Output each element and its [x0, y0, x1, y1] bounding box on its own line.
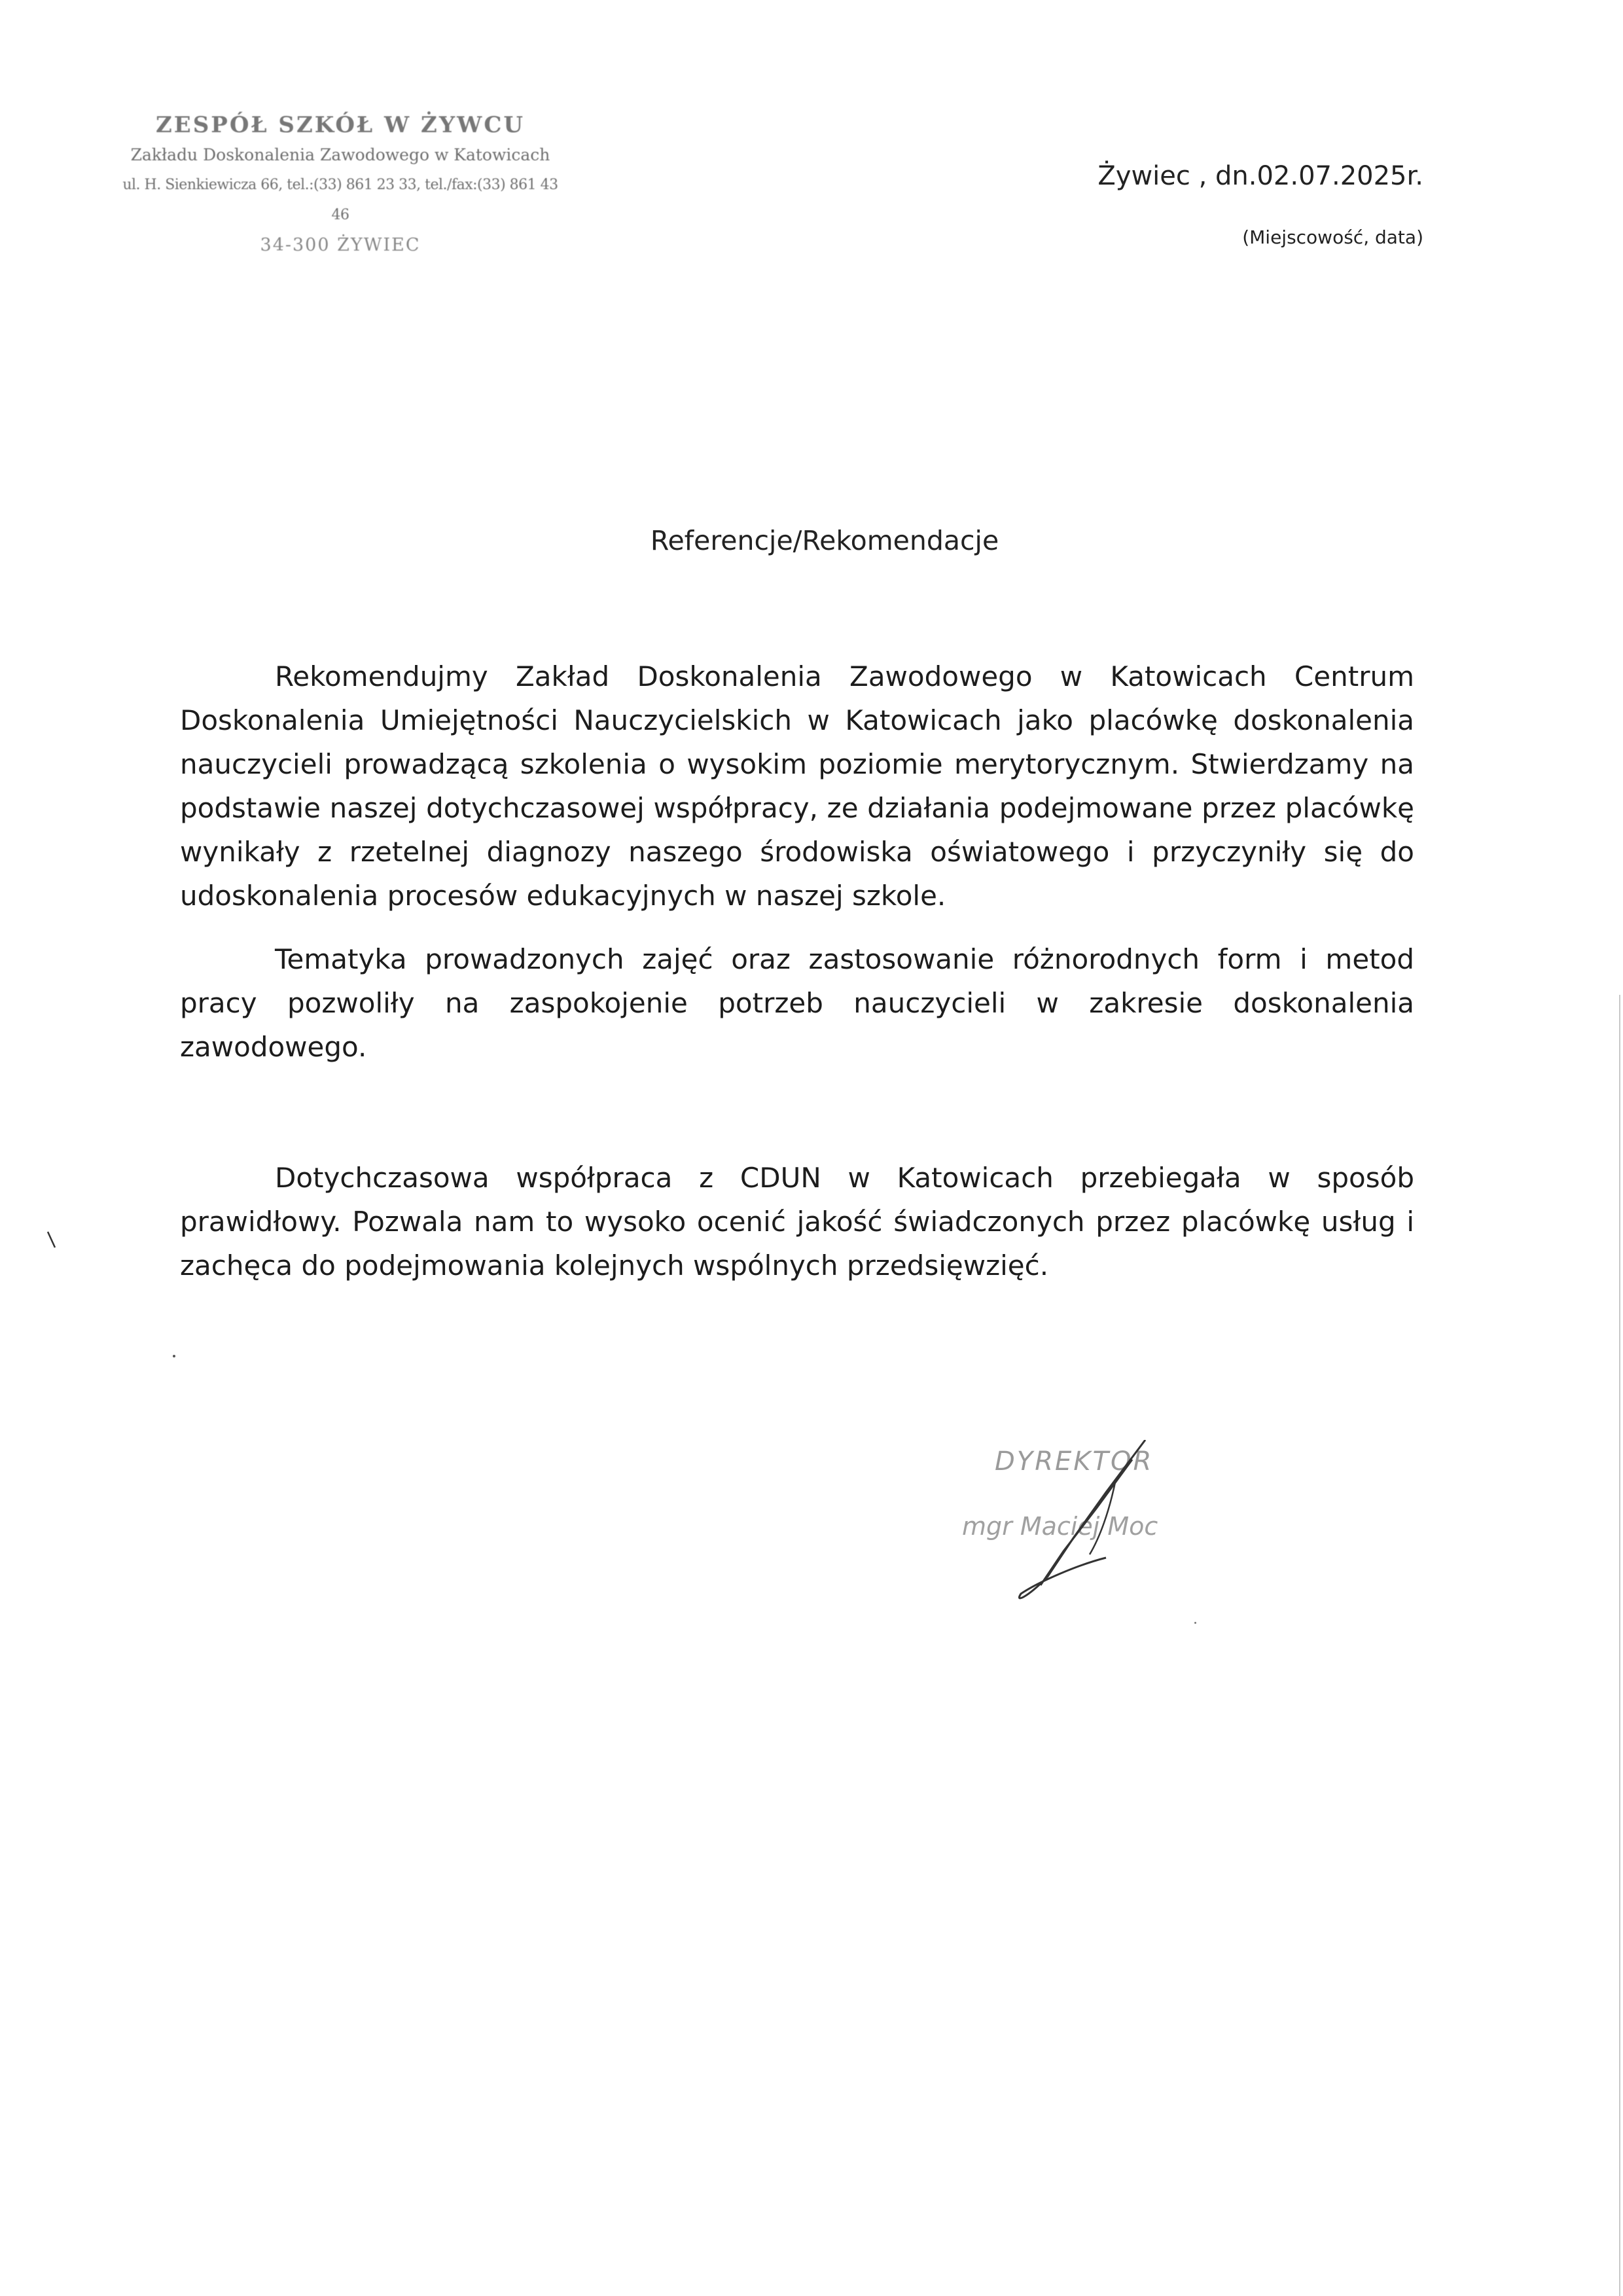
- stamp-school-name: ZESPÓŁ SZKÓŁ W ŻYWCU: [155, 112, 526, 138]
- scan-edge-line: [1619, 995, 1620, 2296]
- place-date: Żywiec , dn.02.07.2025r.: [1097, 161, 1423, 191]
- stamp-address: ul. H. Sienkiewicza 66, tel.:(33) 861 23 33, tel./fax:(33) 861 43 46: [122, 177, 558, 223]
- director-stamp: [949, 1440, 1224, 1610]
- scan-dot: [173, 1355, 175, 1357]
- scan-dot: [1194, 1622, 1196, 1624]
- paragraph-topics: Tematyka prowadzonych zajęć oraz zastosowanie różnorodnych form i metod pracy pozwoliły na zaspokojenie potrzeb nauczycieli w zakresie doskonalenia zawodowego.: [180, 943, 1414, 1063]
- stamp-institution: Zakładu Doskonalenia Zawodowego w Katowicach: [130, 145, 550, 164]
- director-role: DYREKTOR: [995, 1446, 1154, 1477]
- director-name: mgr Maciej Moc: [962, 1512, 1158, 1541]
- document-title: Referencje/Rekomendacje: [650, 525, 999, 556]
- scan-mark: [46, 1230, 59, 1250]
- handwritten-signature: [949, 1440, 1224, 1610]
- document-body: [180, 655, 1414, 1287]
- stamp-city: 34-300 ŻYWIEC: [260, 235, 421, 255]
- paragraph-recommendation: Rekomendujmy Zakład Doskonalenia Zawodowego w Katowicach Centrum Doskonalenia Umiejętności Nauczycielskich w Katowicach jako placówkę doskonalenia nauczycieli prowadzącą szkolenia o wysokim poziomie merytorycznym. Stwierdzamy na podstawie naszej dotychczasowej współpracy, ze działania podejmowane przez placówkę wynikały z rzetelnej diagnozy naszego środowiska oświatowego i przyczyniły się do udoskonalenia procesów edukacyjnych w naszej szkole.: [180, 660, 1414, 912]
- paragraph-cooperation: Dotychczasowa współpraca z CDUN w Katowicach przebiegała w sposób prawidłowy. Pozwala nam to wysoko ocenić jakość świadczonych przez placówkę usług i zachęca do podejmowania kolejnych wspólnych przedsięwzięć.: [180, 1162, 1414, 1282]
- place-date-caption: (Miejscowość, data): [1242, 226, 1423, 248]
- school-stamp: [115, 110, 566, 260]
